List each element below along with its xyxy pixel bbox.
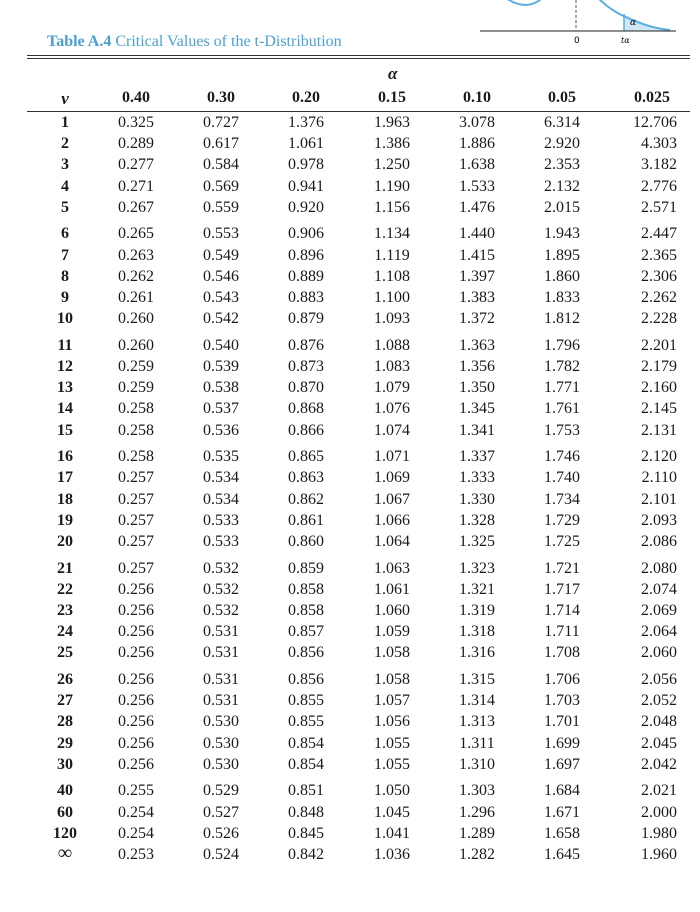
table-cell: 1.061 (374, 580, 410, 598)
row-nu: 60 (57, 803, 73, 821)
table-cell: 0.553 (203, 225, 239, 243)
table-cell: 0.540 (203, 336, 239, 354)
table-cell: 2.015 (544, 198, 580, 216)
row-nu: 40 (57, 782, 73, 800)
table-cell: 1.658 (544, 824, 580, 842)
table-cell: 0.542 (203, 310, 239, 328)
row-nu: 2 (61, 135, 69, 153)
row-nu: 4 (61, 177, 69, 195)
table-cell: 1.313 (459, 713, 495, 731)
table-cell: 0.906 (288, 225, 324, 243)
table-cell: 1.296 (459, 803, 495, 821)
table-cell: 0.253 (118, 846, 154, 863)
table-cell: 0.727 (203, 114, 239, 131)
table-cell: 0.325 (118, 114, 154, 131)
table-cell: 0.873 (288, 358, 324, 375)
table-cell: 1.063 (374, 559, 410, 577)
table-cell: 0.856 (288, 671, 324, 688)
table-cell: 0.530 (203, 755, 239, 773)
table-cell: 1.699 (544, 734, 580, 752)
table-cell: 1.067 (374, 490, 410, 508)
table-cell: 2.045 (641, 734, 677, 752)
table-cell: 1.706 (544, 671, 580, 688)
row-nu: 22 (57, 580, 73, 598)
table-cell: 1.697 (544, 755, 580, 773)
table-cell: 0.855 (288, 713, 324, 731)
table-cell: 12.706 (633, 114, 677, 131)
row-nu: 17 (57, 469, 73, 487)
row-nu: 15 (57, 421, 73, 439)
table-cell: 2.447 (641, 225, 677, 243)
row-nu: 24 (57, 623, 73, 641)
table-cell: 0.617 (203, 135, 239, 153)
table-cell: 0.261 (118, 289, 154, 306)
row-nu: 5 (61, 198, 69, 216)
table-cell: 0.543 (203, 289, 239, 306)
table-cell: 1.190 (374, 177, 410, 195)
table-cell: 1.383 (459, 289, 495, 306)
table-cell: 1.734 (544, 490, 580, 508)
table-cell: 1.963 (374, 114, 410, 131)
table-cell: 2.110 (641, 469, 677, 487)
table-cell: 0.271 (118, 177, 154, 195)
table-cell: 2.080 (641, 559, 677, 577)
table-cell: 1.386 (374, 135, 410, 153)
table-cell: 2.093 (641, 511, 677, 529)
table-cell: 1.093 (374, 310, 410, 328)
table-cell: 1.833 (544, 289, 580, 306)
table-cell: 0.860 (288, 533, 324, 550)
table-cell: 1.055 (374, 734, 410, 752)
table-cell: 0.257 (118, 511, 154, 529)
table-cell: 1.059 (374, 623, 410, 641)
table-cell: 0.858 (288, 602, 324, 619)
row-nu: 16 (57, 448, 73, 466)
table-cell: 0.530 (203, 713, 239, 731)
table-cell: 0.868 (288, 400, 324, 418)
table-cell: 1.079 (374, 379, 410, 397)
table-cell: 0.529 (203, 782, 239, 800)
table-cell: 1.350 (459, 379, 495, 397)
table-cell: 1.376 (288, 114, 324, 131)
table-cell: 0.842 (288, 846, 324, 863)
row-nu: 1 (61, 114, 69, 131)
table-cell: 1.045 (374, 803, 410, 821)
table-cell: 1.782 (544, 358, 580, 375)
table-cell: 0.845 (288, 824, 324, 842)
table-cell: 0.546 (203, 267, 239, 285)
table-cell: 0.532 (203, 559, 239, 577)
table-cell: 1.318 (459, 623, 495, 641)
table-cell: 1.740 (544, 469, 580, 487)
alpha-symbol: α (388, 64, 398, 83)
row-nu: 7 (61, 246, 69, 264)
table-cell: 1.066 (374, 511, 410, 529)
table-cell: 0.857 (288, 623, 324, 641)
table-cell: 2.101 (641, 490, 677, 508)
table-cell: 1.397 (459, 267, 495, 285)
table-cell: 0.559 (203, 198, 239, 216)
table-cell: 1.372 (459, 310, 495, 328)
row-nu: 20 (57, 533, 73, 550)
table-cell: 2.056 (641, 671, 677, 688)
column-header: 0.20 (292, 89, 320, 106)
table-cell: 1.684 (544, 782, 580, 800)
column-header: 0.30 (207, 89, 235, 106)
table-cell: 0.941 (288, 177, 324, 195)
row-nu: 9 (61, 289, 69, 306)
table-cell: 0.256 (118, 602, 154, 619)
row-nu: 11 (57, 336, 73, 354)
table-cell: 0.569 (203, 177, 239, 195)
table-cell: 0.531 (203, 671, 239, 688)
table-cell: 1.533 (459, 177, 495, 195)
table-cell: 0.855 (288, 692, 324, 710)
table-cell: 0.848 (288, 803, 324, 821)
table-cell: 0.535 (203, 448, 239, 466)
table-cell: 0.258 (118, 421, 154, 439)
table-cell: 0.920 (288, 198, 324, 216)
table-cell: 1.711 (544, 623, 580, 641)
table-cell: 2.042 (641, 755, 677, 773)
table-cell: 0.883 (288, 289, 324, 306)
table-cell: 1.058 (374, 644, 410, 662)
table-cell: 1.333 (459, 469, 495, 487)
table-cell: 2.069 (641, 602, 677, 619)
table-cell: 0.854 (288, 755, 324, 773)
table-cell: 1.083 (374, 358, 410, 375)
table-cell: 0.533 (203, 533, 239, 550)
table-cell: 2.920 (544, 135, 580, 153)
table-cell: 3.182 (641, 156, 677, 174)
table-cell: 2.571 (641, 198, 677, 216)
row-nu: ∞ (57, 842, 73, 864)
table-cell: 0.538 (203, 379, 239, 397)
table-cell: 2.160 (641, 379, 677, 397)
table-cell: 2.131 (641, 421, 677, 439)
table-cell: 1.321 (459, 580, 495, 598)
table-cell: 0.876 (288, 336, 324, 354)
table-cell: 1.311 (459, 734, 495, 752)
table-cell: 1.703 (544, 692, 580, 710)
table-cell: 0.549 (203, 246, 239, 264)
table-cell: 2.000 (641, 803, 677, 821)
table-cell: 1.812 (544, 310, 580, 328)
table-cell: 2.132 (544, 177, 580, 195)
table-cell: 0.531 (203, 692, 239, 710)
table-cell: 0.524 (203, 846, 239, 863)
row-nu: 10 (57, 310, 73, 328)
table-cell: 0.256 (118, 734, 154, 752)
table-cell: 0.858 (288, 580, 324, 598)
table-cell: 0.277 (118, 156, 154, 174)
table-cell: 0.854 (288, 734, 324, 752)
table-cell: 1.061 (288, 135, 324, 153)
table-cell: 0.978 (288, 156, 324, 174)
table-cell: 1.156 (374, 198, 410, 216)
table-cell: 0.534 (203, 469, 239, 487)
table-cell: 1.721 (544, 559, 580, 577)
table-cell: 0.527 (203, 803, 239, 821)
table-cell: 2.074 (641, 580, 677, 598)
t-alpha-label: tα (621, 36, 630, 45)
table-cell: 1.088 (374, 336, 410, 354)
row-nu: 27 (57, 692, 73, 710)
table-cell: 1.330 (459, 490, 495, 508)
table-cell: 0.256 (118, 580, 154, 598)
table-cell: 1.058 (374, 671, 410, 688)
table-cell: 2.262 (641, 289, 677, 306)
table-cell: 2.228 (641, 310, 677, 328)
row-nu: 18 (57, 490, 73, 508)
alpha-label: α (630, 18, 637, 28)
table-cell: 1.057 (374, 692, 410, 710)
table-cell: 1.050 (374, 782, 410, 800)
table-cell: 0.531 (203, 623, 239, 641)
row-nu: 30 (57, 755, 73, 773)
table-cell: 1.282 (459, 846, 495, 863)
table-cell: 0.256 (118, 644, 154, 662)
table-cell: 0.257 (118, 469, 154, 487)
table-cell: 0.262 (118, 267, 154, 285)
table-cell: 1.725 (544, 533, 580, 550)
table-cell: 1.341 (459, 421, 495, 439)
table-cell: 0.258 (118, 400, 154, 418)
table-cell: 1.895 (544, 246, 580, 264)
table-cell: 0.256 (118, 755, 154, 773)
column-header: 0.15 (378, 89, 406, 106)
table-cell: 2.201 (641, 336, 677, 354)
table-cell: 1.056 (374, 713, 410, 731)
table-cell: 0.896 (288, 246, 324, 264)
table-cell: 1.717 (544, 580, 580, 598)
table-cell: 1.064 (374, 533, 410, 550)
table-cell: 1.860 (544, 267, 580, 285)
table-cell: 1.345 (459, 400, 495, 418)
table-cell: 1.060 (374, 602, 410, 619)
row-nu: 21 (57, 559, 73, 577)
row-nu: 19 (57, 511, 73, 529)
table-cell: 1.980 (641, 824, 677, 842)
table-cell: 3.078 (459, 114, 495, 131)
table-cell: 1.314 (459, 692, 495, 710)
table-cell: 1.886 (459, 135, 495, 153)
table-cell: 1.960 (641, 846, 677, 863)
table-cell: 2.353 (544, 156, 580, 174)
table-cell: 0.532 (203, 602, 239, 619)
table-cell: 1.325 (459, 533, 495, 550)
table-cell: 2.086 (641, 533, 677, 550)
table-cell: 0.256 (118, 692, 154, 710)
table-cell: 0.256 (118, 713, 154, 731)
table-cell: 1.714 (544, 602, 580, 619)
table-cell: 0.532 (203, 580, 239, 598)
table-cell: 1.363 (459, 336, 495, 354)
table-cell: 1.415 (459, 246, 495, 264)
table-cell: 1.476 (459, 198, 495, 216)
table-cell: 1.069 (374, 469, 410, 487)
table-cell: 0.536 (203, 421, 239, 439)
table-cell: 1.328 (459, 511, 495, 529)
table-cell: 0.260 (118, 310, 154, 328)
table-cell: 1.796 (544, 336, 580, 354)
table-cell: 1.134 (374, 225, 410, 243)
table-cell: 2.145 (641, 400, 677, 418)
table-cell: 0.539 (203, 358, 239, 375)
row-nu: 25 (57, 644, 73, 662)
table-cell: 0.584 (203, 156, 239, 174)
table-cell: 0.851 (288, 782, 324, 800)
table-cell: 1.036 (374, 846, 410, 863)
table-cell: 1.708 (544, 644, 580, 662)
nu-header: v (61, 89, 69, 108)
table-cell: 0.259 (118, 379, 154, 397)
table-cell: 2.120 (641, 448, 677, 466)
table-cell: 0.531 (203, 644, 239, 662)
table-cell: 0.533 (203, 511, 239, 529)
table-cell: 0.257 (118, 490, 154, 508)
table-cell: 0.259 (118, 358, 154, 375)
table-cell: 1.440 (459, 225, 495, 243)
table-cell: 1.310 (459, 755, 495, 773)
column-header: 0.025 (634, 89, 670, 106)
table-cell: 2.021 (641, 782, 677, 800)
table-cell: 0.265 (118, 225, 154, 243)
row-nu: 120 (53, 824, 77, 842)
table-cell: 1.108 (374, 267, 410, 285)
table-cell: 1.119 (374, 246, 410, 264)
table-cell: 1.753 (544, 421, 580, 439)
table-cell: 0.859 (288, 559, 324, 577)
table-cell: 0.856 (288, 644, 324, 662)
table-cell: 0.255 (118, 782, 154, 800)
table-cell: 0.870 (288, 379, 324, 397)
table-cell: 1.337 (459, 448, 495, 466)
table-cell: 1.701 (544, 713, 580, 731)
table-cell: 0.267 (118, 198, 154, 216)
table-cell: 1.645 (544, 846, 580, 863)
table-cell: 1.729 (544, 511, 580, 529)
table-cell: 1.323 (459, 559, 495, 577)
table-cell: 0.537 (203, 400, 239, 418)
table-cell: 0.258 (118, 448, 154, 466)
table-cell: 1.074 (374, 421, 410, 439)
row-nu: 6 (61, 225, 69, 243)
zero-label: 0 (574, 36, 580, 46)
row-nu: 8 (61, 267, 69, 285)
table-cell: 1.041 (374, 824, 410, 842)
row-nu: 29 (57, 734, 73, 752)
table-cell: 1.100 (374, 289, 410, 306)
table-cell: 1.746 (544, 448, 580, 466)
table-cell: 0.256 (118, 623, 154, 641)
table-cell: 2.052 (641, 692, 677, 710)
table-cell: 0.879 (288, 310, 324, 328)
table-cell: 0.861 (288, 511, 324, 529)
table-cell: 0.256 (118, 671, 154, 688)
column-header: 0.40 (122, 89, 150, 106)
table-cell: 6.314 (544, 114, 580, 131)
table-cell: 0.254 (118, 803, 154, 821)
table-cell: 1.356 (459, 358, 495, 375)
row-nu: 12 (57, 358, 73, 375)
table-cell: 1.289 (459, 824, 495, 842)
row-nu: 13 (57, 379, 73, 397)
table-cell: 0.534 (203, 490, 239, 508)
row-nu: 28 (57, 713, 73, 731)
table-cell: 0.865 (288, 448, 324, 466)
table-cell: 0.889 (288, 267, 324, 285)
row-nu: 3 (61, 156, 69, 174)
table-cell: 1.761 (544, 400, 580, 418)
table-cell: 0.863 (288, 469, 324, 487)
table-cell: 1.671 (544, 803, 580, 821)
column-header: 0.05 (548, 89, 576, 106)
row-nu: 14 (57, 400, 73, 418)
table-cell: 1.055 (374, 755, 410, 773)
table-cell: 2.365 (641, 246, 677, 264)
table-cell: 1.771 (544, 379, 580, 397)
table-cell: 0.530 (203, 734, 239, 752)
table-cell: 0.260 (118, 336, 154, 354)
table-cell: 1.250 (374, 156, 410, 174)
table-cell: 2.179 (641, 358, 677, 375)
table-cell: 2.048 (641, 713, 677, 731)
table-cell: 0.254 (118, 824, 154, 842)
table-cell: 0.526 (203, 824, 239, 842)
table-cell: 1.943 (544, 225, 580, 243)
table-cell: 2.776 (641, 177, 677, 195)
row-nu: 23 (57, 602, 73, 619)
table-cell: 1.315 (459, 671, 495, 688)
table-cell: 1.319 (459, 602, 495, 619)
table-cell: 1.638 (459, 156, 495, 174)
table-cell: 0.257 (118, 559, 154, 577)
table-cell: 0.257 (118, 533, 154, 550)
table-cell: 4.303 (641, 135, 677, 153)
caption-label: Table A.4 (47, 33, 112, 50)
table-cell: 1.076 (374, 400, 410, 418)
table-cell: 1.303 (459, 782, 495, 800)
table-cell: 2.064 (641, 623, 677, 641)
table-cell: 0.289 (118, 135, 154, 153)
table-cell: 0.263 (118, 246, 154, 264)
table-cell: 1.316 (459, 644, 495, 662)
table-cell: 2.060 (641, 644, 677, 662)
table-cell: 1.071 (374, 448, 410, 466)
table-cell: 2.306 (641, 267, 677, 285)
table-cell: 0.866 (288, 421, 324, 439)
caption-title: Critical Values of the t-Distribution (115, 33, 342, 50)
table-cell: 0.862 (288, 490, 324, 508)
row-nu: 26 (57, 671, 73, 688)
column-header: 0.10 (463, 89, 491, 106)
